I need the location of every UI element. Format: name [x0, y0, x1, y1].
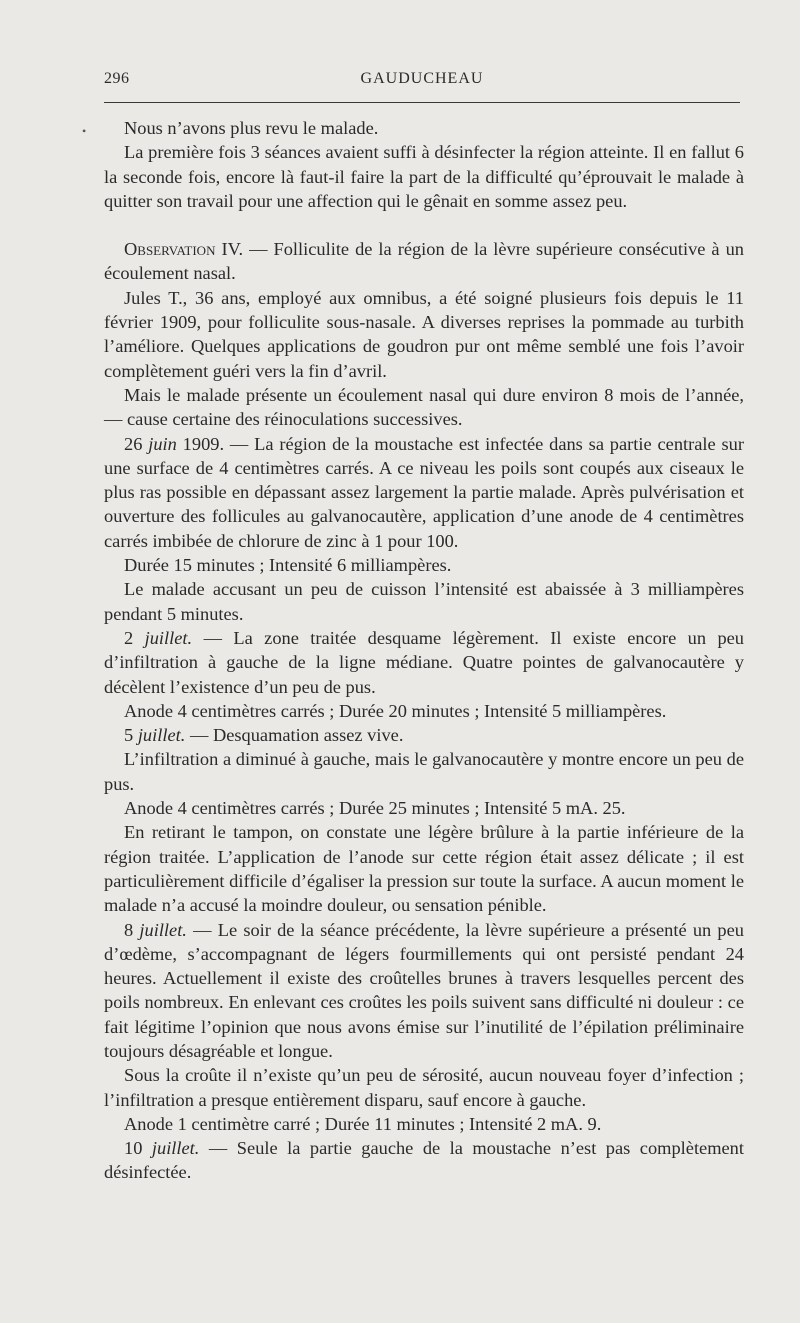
dated-entry: 5 juillet. — Desquamation assez vive.	[124, 725, 404, 746]
paragraph: Nous n’avons plus revu le malade.	[124, 118, 379, 138]
paragraph: Sous la croûte il n’existe qu’un peu de sérosité, aucun nouveau foyer d’infection ; l’infiltration a presque entièrement disparu, sauf encore à gauche.	[104, 1065, 744, 1110]
page-number: 296	[104, 70, 130, 87]
running-head: GAUDUCHEAU	[360, 70, 484, 87]
dated-entry: 26 juin 1909. — La région de la moustache est infectée dans sa partie centrale sur une surface de 4 centimètres carrés. A ce niveau les poils sont coupés aux ciseaux le plus ras possible en dépassant assez largement la partie malade. Après pulvérisation et ouverture des follicules au galvanocautère, application d’une anode de 4 centimètres carrés imbibée de chlorure de zinc à 1 pour 100.	[104, 433, 744, 551]
observation-label: Observation IV.	[124, 239, 244, 260]
margin-mark: •	[82, 124, 87, 138]
body-text	[104, 116, 744, 1185]
observation-heading: Observation IV. — Folliculite de la région de la lèvre supérieure consécutive à un écoulement nasal.	[104, 239, 744, 284]
paragraph: Anode 1 centimètre carré ; Durée 11 minutes ; Intensité 2 mA. 9.	[124, 1113, 602, 1134]
paragraph: Durée 15 minutes ; Intensité 6 milliampères.	[124, 555, 452, 576]
paragraph: Mais le malade présente un écoulement nasal qui dure environ 8 mois de l’année, — cause certaine des réinoculations successives.	[104, 384, 744, 430]
paragraph: Anode 4 centimètres carrés ; Durée 25 minutes ; Intensité 5 mA. 25.	[124, 798, 626, 819]
page-header	[104, 70, 740, 92]
paragraph: Anode 4 centimètres carrés ; Durée 20 minutes ; Intensité 5 milliampères.	[124, 700, 667, 721]
paragraph: La première fois 3 séances avaient suffi à désinfecter la région atteinte. Il en fallut 6 la seconde fois, encore là faut-il faire la part de la difficulté qu’éprouvait le malade à quitter son travail pour une affection qui le gênait en somme assez peu.	[104, 142, 744, 211]
dated-entry: 10 juillet. — Seule la partie gauche de la moustache n’est pas complètement désinfectée.	[104, 1138, 744, 1183]
paragraph: En retirant le tampon, on constate une légère brûlure à la partie inférieure de la région traitée. L’application de l’anode sur cette région était assez délicate ; il est particulièrement difficile d’égaliser la pression sur toute la surface. A aucun moment le malade n’a accusé la moindre douleur, ou sensation pénible.	[104, 822, 744, 916]
paragraph: Jules T., 36 ans, employé aux omnibus, a été soigné plusieurs fois depuis le 11 février 1909, pour folliculite sous-nasale. A diverses reprises la pommade au turbith l’améliore. Quelques applications de goudron pur ont même semblé une fois l’avoir complètement guéri vers la fin d’avril.	[104, 287, 744, 381]
paragraph: L’infiltration a diminué à gauche, mais le galvanocautère y montre encore un peu de pus.	[104, 749, 744, 794]
dated-entry: 2 juillet. — La zone traitée desquame légèrement. Il existe encore un peu d’infiltration à gauche de la ligne médiane. Quatre pointes de galvanocautère y décèlent l’existence d’un peu de pus.	[104, 627, 744, 697]
header-rule	[104, 102, 740, 103]
paragraph: Le malade accusant un peu de cuisson l’intensité est abaissée à 3 milliampères pendant 5 minutes.	[104, 579, 744, 624]
dated-entry: 8 juillet. — Le soir de la séance précédente, la lèvre supérieure a présenté un peu d’œdème, s’accompagnant de légers fourmillements qui ont persisté pendant 24 heures. Actuellement il existe des croûtelles brunes à travers lesquelles percent des poils nombreux. En enlevant ces croûtes les poils suivent sans difficulté ni douleur : ce fait légitime l’opinion que nous avons émise sur l’inutilité de l’épilation préliminaire toujours désagréable et longue.	[104, 919, 744, 1061]
